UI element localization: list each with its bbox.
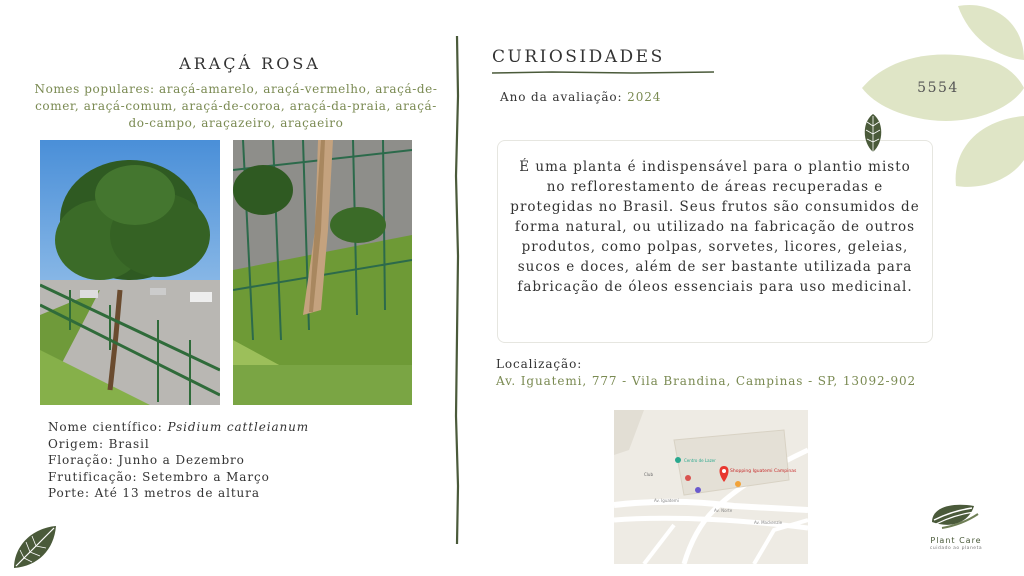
map-label-park: Centro de Lazer bbox=[684, 458, 716, 463]
fruiting-line: Frutificação: Setembro a Março bbox=[48, 469, 270, 484]
map-label-road-2: Av. Norte bbox=[714, 508, 733, 513]
plant-facts bbox=[48, 419, 309, 502]
brand-tagline: cuidado ao planeta bbox=[929, 546, 983, 551]
size-line: Porte: Até 13 metros de altura bbox=[48, 486, 260, 500]
location-map bbox=[614, 410, 808, 564]
map-label-road-3: Av. Mackenzie bbox=[754, 520, 783, 525]
decorative-leaves bbox=[860, 0, 1024, 220]
origin-line: Origem: Brasil bbox=[48, 436, 150, 451]
scientific-name-label: Nome científico: bbox=[48, 420, 168, 434]
record-code: 5554 bbox=[917, 80, 959, 96]
evaluation-year-label: Ano da avaliação: bbox=[500, 90, 628, 104]
evaluation-year-value: 2024 bbox=[627, 90, 662, 104]
scientific-name-line bbox=[48, 419, 309, 436]
map-label-left: Club bbox=[644, 472, 653, 477]
popular-names: Nomes populares: araçá-amarelo, araçá-vermelho, araçá-de-comer, araçá-comum, araçá-de-coroa, araçá-da-praia, araçá-do-campo, araçazeiro, araçaeiro bbox=[34, 82, 438, 130]
vertical-divider bbox=[452, 36, 462, 544]
scientific-name: Psidium cattleianum bbox=[167, 420, 310, 434]
plant-name-title: ARAÇÁ ROSA bbox=[179, 54, 321, 73]
plant-photo-trunk bbox=[233, 140, 412, 405]
map-label-shopping: Shopping Iguatemi Campinas bbox=[730, 469, 797, 474]
title-underline bbox=[492, 70, 714, 75]
leaf-icon bbox=[10, 522, 60, 572]
evaluation-year bbox=[500, 90, 661, 104]
map-label-road-1: Av. Iguatemi bbox=[654, 498, 679, 503]
plant-photo-tree bbox=[40, 140, 220, 405]
curiosities-title: CURIOSIDADES bbox=[492, 47, 665, 67]
brand-name: Plant Care bbox=[930, 536, 982, 545]
leaf-icon bbox=[860, 112, 886, 154]
flowering-line: Floração: Junho a Dezembro bbox=[48, 453, 245, 467]
curiosities-text: É uma planta é indispensável para o plantio misto no reflorestamento de áreas recuperadas e protegidas no Brasil. Seus frutos são consumidos de forma natural, ou utilizado na fabricação de outros produtos, como polpas, sorvetes, licores, geleias, sucos e doces, além de ser bastante utilizada para fabricação de óleos essenciais para uso medicinal. bbox=[510, 159, 920, 295]
location-label: Localização: bbox=[496, 357, 583, 371]
plant-care-logo bbox=[918, 500, 994, 560]
location-address: Av. Iguatemi, 777 - Vila Brandina, Campinas - SP, 13092-902 bbox=[496, 374, 917, 388]
